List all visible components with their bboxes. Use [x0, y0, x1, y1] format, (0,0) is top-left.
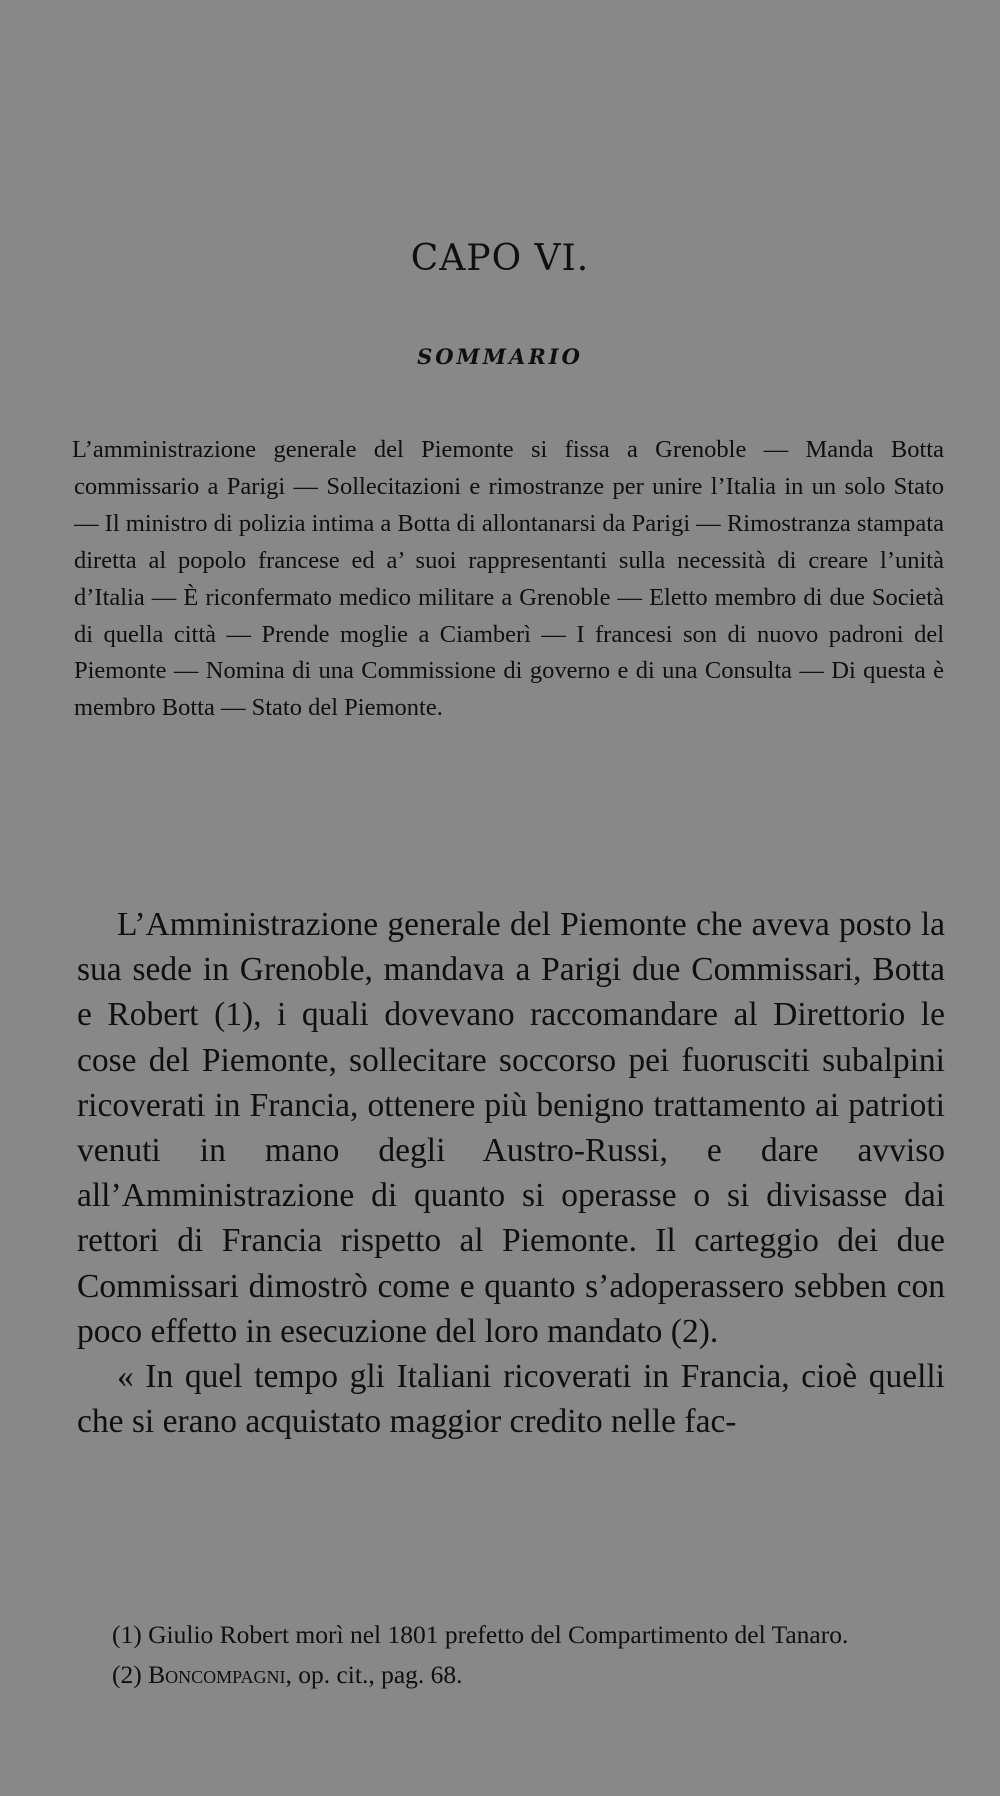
footnote-2-number: (2) — [112, 1660, 149, 1689]
body-paragraph: L’Amministrazione generale del Piemonte che aveva posto la sua sede in Grenoble, mandava a Parigi due Commissari, Botta e Robert (1), i quali dovevano raccomandare al Direttorio le cose del Piemonte, sollecitare soccorso pei fuorusciti subalpini ricoverati in Francia, ottenere più benigno trattamento ai patrioti venuti in mano degli Austro-Russi, e dare avviso all’Amministrazione di quanto si operasse o si divisasse dai rettori di Francia rispetto al Piemonte. Il carteggio dei due Commissari dimostrò come e quanto s’adoperassero sebben con poco effetto in esecuzione del loro mandato (2). — [77, 906, 945, 1350]
main-text — [77, 902, 945, 1444]
body-paragraph: « In quel tempo gli Italiani ricoverati in Francia, cioè quelli che si erano acquistato maggior credito nelle fac- — [77, 1358, 945, 1441]
footnote-2 — [82, 1655, 950, 1695]
footnote-1: (1) Giulio Robert morì nel 1801 prefetto del Compartimento del Tanaro. — [112, 1620, 849, 1649]
summary-text: L’amministrazione generale del Piemonte si fissa a Grenoble — Manda Botta commissario a Parigi — Sollecitazioni e rimostranze per unire l’Italia in un solo Stato — Il ministro di polizia intima a Botta di allontanarsi da Parigi — Rimostranza stampata diretta al popolo francese ed a’ suoi rappresentanti sulla necessità di creare l’unità d’Italia — È riconfermato medico militare a Grenoble — Eletto membro di due Società di quella città — Prende moglie a Ciamberì — I francesi son di nuovo padroni del Piemonte — Nomina di una Commissione di governo e di una Consulta — Di questa è membro Botta — Stato del Piemonte. — [72, 436, 944, 722]
summary-heading: SOMMARIO — [417, 344, 583, 369]
chapter-title: CAPO VI. — [410, 238, 590, 279]
footnote-2-author: Boncompagni — [148, 1660, 286, 1689]
footnote-2-reference: , op. cit., pag. 68. — [285, 1660, 463, 1689]
footnotes — [82, 1615, 950, 1695]
